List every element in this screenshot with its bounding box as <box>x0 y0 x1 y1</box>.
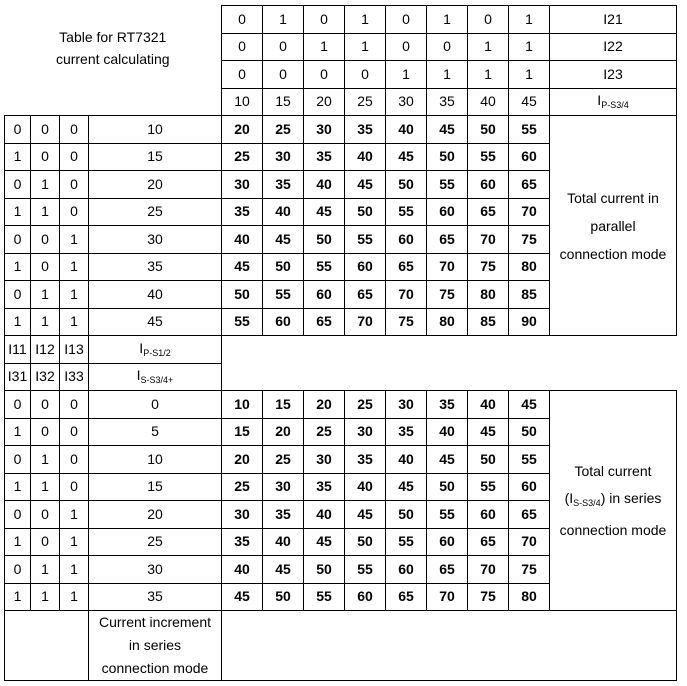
parallel-value-cell: 55 <box>427 171 468 199</box>
series-bit-cell: 0 <box>31 528 60 556</box>
series-base-cell: 25 <box>89 528 222 556</box>
parallel-row <box>5 116 677 144</box>
parallel-value-cell: 50 <box>427 143 468 171</box>
parallel-value-cell: 45 <box>304 198 345 226</box>
series-base-cell: 5 <box>89 418 222 446</box>
i22-bit-cell: 0 <box>427 33 468 61</box>
series-value-cell: 15 <box>263 391 304 419</box>
parallel-value-cell: 80 <box>468 281 509 309</box>
parallel-bit-cell: 1 <box>60 226 89 254</box>
iss34-label <box>89 363 222 391</box>
parallel-value-cell: 75 <box>386 308 427 336</box>
series-value-cell: 40 <box>304 501 345 529</box>
parallel-value-cell: 75 <box>468 253 509 281</box>
series-value-cell: 20 <box>263 418 304 446</box>
series-value-cell: 50 <box>468 446 509 474</box>
i22-bit-cell: 1 <box>345 33 386 61</box>
parallel-value-cell: 60 <box>386 226 427 254</box>
parallel-value-cell: 25 <box>222 143 263 171</box>
parallel-value-cell: 60 <box>468 171 509 199</box>
parallel-value-cell: 30 <box>263 143 304 171</box>
series-value-cell: 45 <box>509 391 550 419</box>
parallel-value-cell: 40 <box>345 143 386 171</box>
series-value-cell: 50 <box>509 418 550 446</box>
parallel-value-cell: 80 <box>427 308 468 336</box>
series-bit-cell: 1 <box>31 473 60 501</box>
parallel-side-label <box>550 116 677 336</box>
series-bit-cell: 1 <box>31 583 60 611</box>
parallel-base-cell: 10 <box>89 116 222 144</box>
series-bit-cell: 1 <box>60 528 89 556</box>
current-increment-label <box>89 611 222 681</box>
footer-row <box>5 611 677 681</box>
series-value-cell: 40 <box>222 556 263 584</box>
series-value-cell: 50 <box>386 501 427 529</box>
series-bit-cell: 0 <box>31 391 60 419</box>
parallel-value-cell: 40 <box>386 116 427 144</box>
i23-bit-cell: 0 <box>263 61 304 89</box>
i22-bit-cell: 1 <box>509 33 550 61</box>
i21-bit-cell: 1 <box>345 6 386 34</box>
series-value-cell: 65 <box>509 501 550 529</box>
footer-blank-area <box>222 611 677 681</box>
parallel-base-cell: 30 <box>89 226 222 254</box>
parallel-value-cell: 60 <box>263 308 304 336</box>
i21-label: I21 <box>550 6 677 34</box>
i23-label: I23 <box>550 61 677 89</box>
parallel-value-cell: 55 <box>345 226 386 254</box>
parallel-value-cell: 55 <box>263 281 304 309</box>
parallel-value-cell: 45 <box>263 226 304 254</box>
parallel-value-cell: 65 <box>427 226 468 254</box>
series-side-label <box>550 391 677 611</box>
series-side-line3: connection mode <box>559 521 667 538</box>
parallel-side-line3: connection mode <box>559 245 667 262</box>
parallel-value-cell: 80 <box>509 253 550 281</box>
i23-bit-cell: 1 <box>468 61 509 89</box>
i21-bit-cell: 0 <box>304 6 345 34</box>
series-value-cell: 50 <box>304 556 345 584</box>
parallel-value-cell: 45 <box>345 171 386 199</box>
parallel-value-cell: 50 <box>222 281 263 309</box>
series-bit-cell: 1 <box>5 473 31 501</box>
rt7321-current-table <box>4 5 677 681</box>
series-value-cell: 65 <box>468 528 509 556</box>
parallel-bit-cell: 0 <box>31 226 60 254</box>
parallel-side-line2: parallel <box>590 217 636 234</box>
parallel-value-cell: 55 <box>468 143 509 171</box>
parallel-value-cell: 70 <box>427 253 468 281</box>
series-bit-cell: 0 <box>5 391 31 419</box>
ips34-label-main: I <box>597 92 602 109</box>
series-bit-cell: 1 <box>60 583 89 611</box>
series-value-cell: 45 <box>468 418 509 446</box>
series-base-cell: 20 <box>89 501 222 529</box>
parallel-value-cell: 75 <box>509 226 550 254</box>
parallel-bit-cell: 0 <box>60 171 89 199</box>
parallel-bit-cell: 1 <box>31 308 60 336</box>
series-value-cell: 55 <box>427 501 468 529</box>
series-value-cell: 70 <box>468 556 509 584</box>
parallel-bit-cell: 0 <box>5 171 31 199</box>
series-value-cell: 45 <box>263 556 304 584</box>
parallel-value-cell: 60 <box>509 143 550 171</box>
i22-label: I22 <box>550 33 677 61</box>
series-value-cell: 25 <box>222 473 263 501</box>
parallel-value-cell: 70 <box>468 226 509 254</box>
parallel-value-cell: 65 <box>304 308 345 336</box>
series-value-cell: 60 <box>468 501 509 529</box>
parallel-value-cell: 25 <box>263 116 304 144</box>
i22-bit-cell: 1 <box>468 33 509 61</box>
parallel-bit-cell: 1 <box>60 253 89 281</box>
series-value-cell: 25 <box>263 446 304 474</box>
parallel-value-cell: 30 <box>222 171 263 199</box>
series-side-line2-post: ) in series <box>600 489 662 506</box>
parallel-bit-cell: 0 <box>31 253 60 281</box>
series-bit-cell: 0 <box>5 501 31 529</box>
series-bit-cell: 1 <box>31 556 60 584</box>
s34-value-cell: 40 <box>468 88 509 116</box>
parallel-bit-cell: 0 <box>31 116 60 144</box>
series-value-cell: 40 <box>427 418 468 446</box>
mid-label-cell: I13 <box>60 336 89 364</box>
parallel-value-cell: 35 <box>263 171 304 199</box>
i21-bit-cell: 0 <box>222 6 263 34</box>
mid-label-cell: I32 <box>31 363 60 391</box>
parallel-value-cell: 50 <box>468 116 509 144</box>
series-value-cell: 35 <box>263 501 304 529</box>
series-side-line2-pre: (I <box>564 489 574 506</box>
parallel-value-cell: 65 <box>468 198 509 226</box>
s34-value-cell: 20 <box>304 88 345 116</box>
series-value-cell: 30 <box>386 391 427 419</box>
series-value-cell: 35 <box>304 473 345 501</box>
table-body <box>5 6 677 681</box>
parallel-value-cell: 60 <box>304 281 345 309</box>
iss34-label-sub: S-S3/4+ <box>140 375 174 386</box>
series-value-cell: 55 <box>509 446 550 474</box>
series-base-cell: 15 <box>89 473 222 501</box>
i22-bit-cell: 0 <box>386 33 427 61</box>
series-value-cell: 35 <box>345 446 386 474</box>
series-value-cell: 20 <box>304 391 345 419</box>
parallel-bit-cell: 1 <box>31 171 60 199</box>
series-value-cell: 30 <box>222 501 263 529</box>
parallel-value-cell: 40 <box>222 226 263 254</box>
parallel-bit-cell: 1 <box>5 253 31 281</box>
parallel-bit-cell: 0 <box>60 198 89 226</box>
series-value-cell: 40 <box>345 473 386 501</box>
series-value-cell: 65 <box>427 556 468 584</box>
parallel-base-cell: 20 <box>89 171 222 199</box>
series-bit-cell: 1 <box>5 418 31 446</box>
series-value-cell: 55 <box>345 556 386 584</box>
parallel-value-cell: 85 <box>509 281 550 309</box>
parallel-value-cell: 60 <box>427 198 468 226</box>
series-value-cell: 75 <box>509 556 550 584</box>
current-increment-line2: in series <box>128 637 182 653</box>
series-bit-cell: 0 <box>31 501 60 529</box>
blank-area <box>222 336 677 391</box>
s34-value-cell: 15 <box>263 88 304 116</box>
parallel-bit-cell: 1 <box>60 281 89 309</box>
series-value-cell: 70 <box>509 528 550 556</box>
parallel-value-cell: 65 <box>345 281 386 309</box>
series-value-cell: 10 <box>222 391 263 419</box>
parallel-value-cell: 70 <box>345 308 386 336</box>
series-value-cell: 60 <box>386 556 427 584</box>
parallel-value-cell: 90 <box>509 308 550 336</box>
iss34-label-main: I <box>136 367 141 384</box>
ips12-label <box>89 336 222 364</box>
parallel-value-cell: 65 <box>386 253 427 281</box>
series-value-cell: 35 <box>427 391 468 419</box>
parallel-bit-cell: 1 <box>5 143 31 171</box>
i23-bit-cell: 0 <box>304 61 345 89</box>
parallel-base-cell: 15 <box>89 143 222 171</box>
ips34-label <box>550 88 677 116</box>
parallel-bit-cell: 0 <box>60 116 89 144</box>
i21-bit-cell: 0 <box>386 6 427 34</box>
series-value-cell: 60 <box>345 583 386 611</box>
series-value-cell: 30 <box>304 446 345 474</box>
series-value-cell: 65 <box>386 583 427 611</box>
mid-label-cell: I33 <box>60 363 89 391</box>
series-value-cell: 50 <box>345 528 386 556</box>
parallel-value-cell: 45 <box>222 253 263 281</box>
footer-blank-cell <box>5 611 89 681</box>
series-value-cell: 60 <box>509 473 550 501</box>
i23-bit-cell: 0 <box>345 61 386 89</box>
s34-value-cell: 30 <box>386 88 427 116</box>
parallel-bit-cell: 1 <box>31 281 60 309</box>
parallel-value-cell: 50 <box>386 171 427 199</box>
mid-label-cell: I11 <box>5 336 31 364</box>
series-bit-cell: 0 <box>60 473 89 501</box>
series-value-cell: 60 <box>427 528 468 556</box>
i23-bit-cell: 0 <box>222 61 263 89</box>
parallel-bit-cell: 1 <box>31 198 60 226</box>
i21-bit-cell: 1 <box>427 6 468 34</box>
series-value-cell: 40 <box>468 391 509 419</box>
i22-bit-cell: 0 <box>263 33 304 61</box>
i21-bit-cell: 1 <box>263 6 304 34</box>
parallel-value-cell: 55 <box>509 116 550 144</box>
series-bit-cell: 0 <box>60 391 89 419</box>
series-value-cell: 35 <box>386 418 427 446</box>
series-row <box>5 391 677 419</box>
series-bit-cell: 1 <box>5 583 31 611</box>
series-bit-cell: 1 <box>60 556 89 584</box>
series-value-cell: 15 <box>222 418 263 446</box>
s34-value-cell: 45 <box>509 88 550 116</box>
parallel-bit-cell: 1 <box>5 198 31 226</box>
series-base-cell: 0 <box>89 391 222 419</box>
parallel-value-cell: 35 <box>222 198 263 226</box>
parallel-value-cell: 85 <box>468 308 509 336</box>
parallel-value-cell: 50 <box>345 198 386 226</box>
mid-label-cell: I31 <box>5 363 31 391</box>
parallel-value-cell: 50 <box>304 226 345 254</box>
series-bit-cell: 0 <box>5 556 31 584</box>
series-bit-cell: 1 <box>5 528 31 556</box>
ips12-label-main: I <box>139 339 144 356</box>
s34-value-cell: 25 <box>345 88 386 116</box>
series-bit-cell: 0 <box>60 446 89 474</box>
current-increment-line1: Current increment <box>98 614 212 630</box>
parallel-value-cell: 40 <box>304 171 345 199</box>
mid-label-cell: I12 <box>31 336 60 364</box>
i22-bit-cell: 1 <box>304 33 345 61</box>
series-value-cell: 40 <box>263 528 304 556</box>
series-bit-cell: 1 <box>31 446 60 474</box>
parallel-value-cell: 50 <box>263 253 304 281</box>
s34-value-cell: 35 <box>427 88 468 116</box>
table-title-line1: Table for RT7321 <box>59 29 167 46</box>
parallel-value-cell: 55 <box>222 308 263 336</box>
parallel-value-cell: 70 <box>386 281 427 309</box>
series-value-cell: 40 <box>386 446 427 474</box>
parallel-value-cell: 65 <box>509 171 550 199</box>
parallel-value-cell: 35 <box>345 116 386 144</box>
parallel-bit-cell: 0 <box>5 116 31 144</box>
s34-value-cell: 10 <box>222 88 263 116</box>
series-value-cell: 30 <box>345 418 386 446</box>
series-value-cell: 20 <box>222 446 263 474</box>
parallel-bit-cell: 0 <box>5 281 31 309</box>
parallel-value-cell: 60 <box>345 253 386 281</box>
parallel-value-cell: 35 <box>304 143 345 171</box>
series-value-cell: 75 <box>468 583 509 611</box>
parallel-value-cell: 30 <box>304 116 345 144</box>
parallel-bit-cell: 0 <box>60 143 89 171</box>
series-base-cell: 10 <box>89 446 222 474</box>
i22-bit-cell: 0 <box>222 33 263 61</box>
series-bit-cell: 0 <box>5 446 31 474</box>
series-base-cell: 30 <box>89 556 222 584</box>
series-value-cell: 45 <box>386 473 427 501</box>
series-bit-cell: 0 <box>31 418 60 446</box>
series-value-cell: 50 <box>427 473 468 501</box>
parallel-side-line1: Total current in <box>567 189 659 206</box>
parallel-base-cell: 35 <box>89 253 222 281</box>
table-title <box>5 6 222 116</box>
series-value-cell: 70 <box>427 583 468 611</box>
parallel-base-cell: 45 <box>89 308 222 336</box>
series-value-cell: 30 <box>263 473 304 501</box>
series-value-cell: 55 <box>304 583 345 611</box>
series-side-line2-sub: S-S3/4 <box>573 497 601 508</box>
parallel-bit-cell: 0 <box>31 143 60 171</box>
i21-bit-cell: 0 <box>468 6 509 34</box>
i23-bit-cell: 1 <box>386 61 427 89</box>
i23-bit-cell: 1 <box>427 61 468 89</box>
parallel-value-cell: 75 <box>427 281 468 309</box>
series-value-cell: 55 <box>386 528 427 556</box>
i23-bit-cell: 1 <box>509 61 550 89</box>
parallel-value-cell: 45 <box>427 116 468 144</box>
mid-label-row <box>5 336 677 364</box>
series-value-cell: 50 <box>263 583 304 611</box>
series-value-cell: 80 <box>509 583 550 611</box>
series-value-cell: 25 <box>345 391 386 419</box>
series-side-line1: Total current <box>574 462 652 479</box>
series-side-line2 <box>550 485 676 517</box>
ips12-label-sub: P-S1/2 <box>143 347 171 358</box>
series-value-cell: 45 <box>345 501 386 529</box>
parallel-value-cell: 20 <box>222 116 263 144</box>
i21-bit-cell: 1 <box>509 6 550 34</box>
parallel-value-cell: 70 <box>509 198 550 226</box>
current-increment-line3: connection mode <box>101 660 209 676</box>
table-title-line2: current calculating <box>55 51 170 68</box>
parallel-value-cell: 40 <box>263 198 304 226</box>
parallel-value-cell: 55 <box>304 253 345 281</box>
series-value-cell: 55 <box>468 473 509 501</box>
parallel-base-cell: 40 <box>89 281 222 309</box>
series-bit-cell: 0 <box>60 418 89 446</box>
series-value-cell: 45 <box>427 446 468 474</box>
parallel-value-cell: 45 <box>386 143 427 171</box>
ips34-label-sub: P-S3/4 <box>601 100 629 111</box>
series-value-cell: 45 <box>222 583 263 611</box>
parallel-base-cell: 25 <box>89 198 222 226</box>
parallel-value-cell: 55 <box>386 198 427 226</box>
series-value-cell: 45 <box>304 528 345 556</box>
series-base-cell: 35 <box>89 583 222 611</box>
parallel-bit-cell: 1 <box>60 308 89 336</box>
parallel-bit-cell: 1 <box>5 308 31 336</box>
parallel-bit-cell: 0 <box>5 226 31 254</box>
series-value-cell: 25 <box>304 418 345 446</box>
series-value-cell: 35 <box>222 528 263 556</box>
series-bit-cell: 1 <box>60 501 89 529</box>
